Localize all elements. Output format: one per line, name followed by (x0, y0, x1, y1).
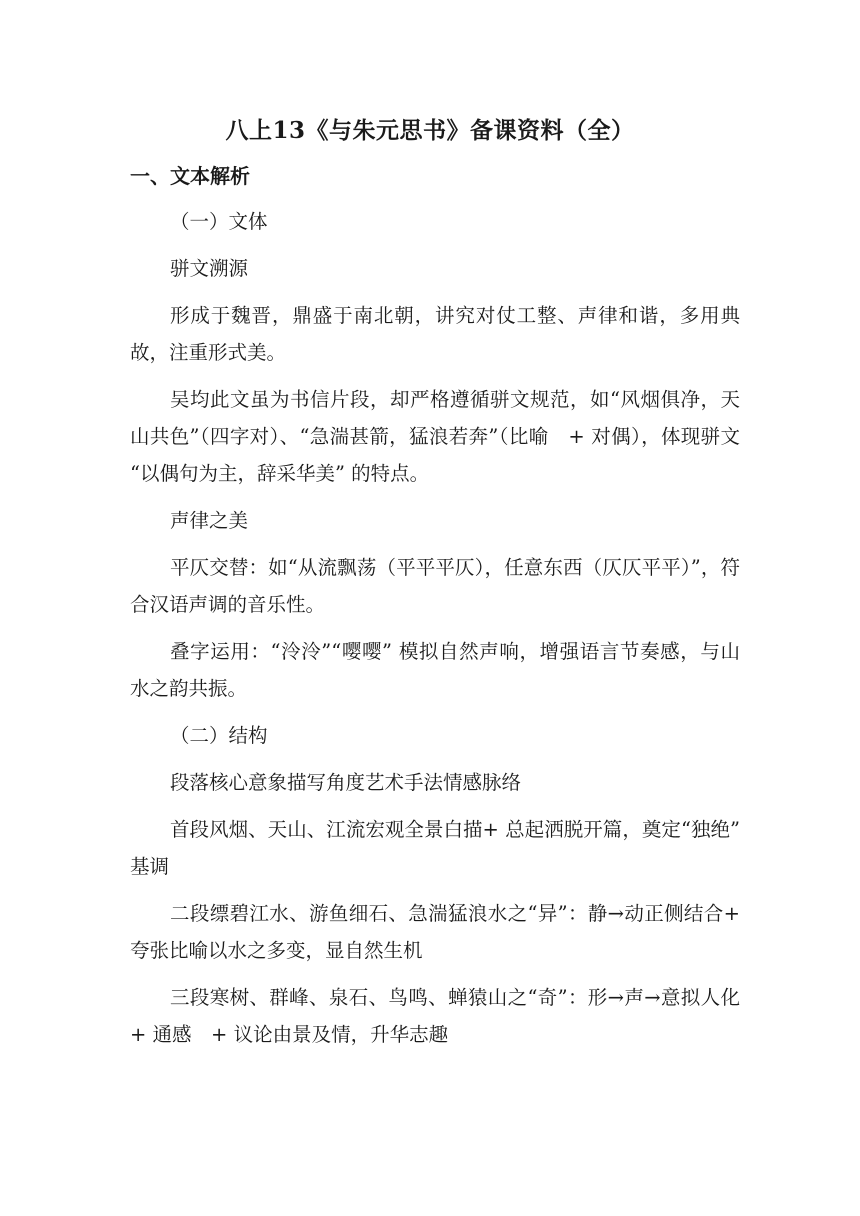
paragraph-reduplication: 叠字运用：“泠泠”“嘤嘤” 模拟自然声响，增强语言节奏感，与山水之韵共振。 (130, 640, 740, 700)
paragraph-heading-pianwen-origin: 骈文溯源 (170, 257, 249, 280)
paragraph-structure-first: 首段风烟、天山、江流宏观全景白描+ 总起洒脱开篇，奠定“独绝” 基调 (130, 818, 740, 878)
section-heading-text-analysis: 一、文本解析 (130, 164, 250, 188)
paragraph-heading-rhythm: 声律之美 (170, 509, 249, 532)
paragraph-wu-jun-example: 吴均此文虽为书信片段，却严格遵循骈文规范，如“风烟俱净，天山共色”（四字对）、“急湍甚箭，猛浪若奔”（比喻 + 对偶），体现骈文 “以偶句为主，辞采华美” 的特点。 (130, 388, 740, 485)
subsection-heading-structure: （二）结构 (170, 724, 268, 747)
subsection-heading-genre: （一）文体 (170, 210, 268, 233)
paragraph-structure-third: 三段寒树、群峰、泉石、鸟鸣、蝉猿山之“奇”：形→声→意拟人化+ 通感 + 议论由景及情，升华志趣 (130, 986, 740, 1046)
paragraph-tone-alternation: 平仄交替：如“从流飘荡（平平平仄），任意东西（仄仄平平）”，符合汉语声调的音乐性。 (130, 556, 740, 616)
paragraph-structure-second: 二段缥碧江水、游鱼细石、急湍猛浪水之“异”：静→动正侧结合+ 夸张比喻以水之多变，显自然生机 (130, 902, 740, 962)
document-body (130, 203, 740, 1063)
document-title: 八上13《与朱元思书》备课资料（全） (225, 117, 635, 144)
paragraph-structure-columns: 段落核心意象描写角度艺术手法情感脉络 (170, 771, 522, 794)
paragraph-pianwen-definition: 形成于魏晋，鼎盛于南北朝，讲究对仗工整、声律和谐，多用典故，注重形式美。 (130, 304, 740, 364)
